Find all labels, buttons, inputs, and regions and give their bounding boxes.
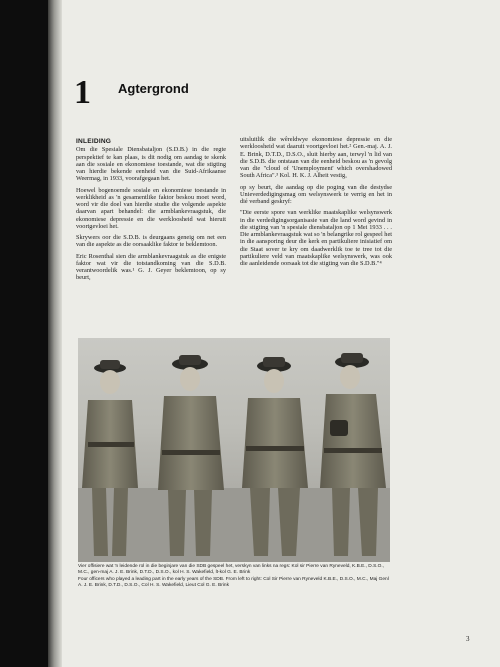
photo-caption bbox=[78, 564, 390, 590]
paragraph: Om die Spesiale Diensbataljon (S.D.B.) in die regte perspektief te kan plaas, is dit nodig om aandag te skenk aan die sosiale en ekonomiese toestande, wat die stigting van hierdie bekende eenheid van die Suid-Afrikaanse Weermag, in 1933, voorafgegaan het. bbox=[76, 146, 226, 183]
page-number: 3 bbox=[466, 635, 470, 643]
right-text-column bbox=[240, 136, 392, 271]
caption-english: Four officers who played a leading part in the early years of the SDB. From left to right: Col Sir Pierre van Ryneveld K.B.E., D.S.O., M.C., Maj Genl A. J. E. Brink, D.T.D., D.S.O., Col H. S. Wakefield, Lieut Col G. E. Brink bbox=[78, 576, 389, 588]
chapter-title: Agtergrond bbox=[118, 81, 189, 96]
section-heading: INLEIDING bbox=[76, 138, 112, 145]
caption-afrikaans: Vier offisiere wat 'n leidende rol in die beginjare van die SDB gespeel het, verskyn van links na regs: Kol sir Pierre van Ryneveld, K.B.E., D.S.O., M.C., gen-maj A. J. E. Brink, D.T.D., D.S.O., kol H. S. Wakefield, lt-kol G. E. Brink bbox=[78, 564, 385, 575]
paragraph: Skrywers oor die S.D.B. is deurgaans geneig om net een van die aspekte as die oorsaaklike faktor te beklemtoon. bbox=[76, 234, 226, 249]
left-text-column bbox=[76, 138, 226, 286]
officers-photo bbox=[78, 338, 390, 562]
officers-photo-illustration bbox=[78, 338, 390, 562]
binoculars bbox=[330, 420, 348, 436]
page-gutter bbox=[48, 0, 62, 667]
chapter-number: 1 bbox=[74, 74, 91, 111]
paragraph: uitsluitlik die wêreldwye ekonomiese depressie en die werkloosheid wat daaruit voortgevloei het.² Gen.-maj. A. J. E. Brink, D.T.D., D.S.O., sluit hierby aan, terwyl 'n lid van die S.D.B. die ontstaan van die eenheid beskou as 'n gevolg van die "cloud of 'Unemployment' which overshadowed South Africa".³ Kol. H. K. J. Alheit vestig, bbox=[240, 136, 392, 180]
quotation: "Die eerste spore van werklike maatskaplike welsynswerk in die verdedigingsorganisasie van die land word gevind in die stigting van 'n spesiale diensbataljon op 1 Mei 1933 . . . Die armblankevraagstuk wat so 'n belangrike rol gespeel het in die aansporing deur die kerk en partikuliere inisiatief om die Staat sover te kry om daadwerklik toe te tree tot die partikuliere veld van maatskaplike welsynswerk, was ook die aanleidende oorsaak tot die stigting van die S.D.B."⁴ bbox=[240, 209, 392, 267]
paragraph: Eric Rosenthal sien die armblankevraagstuk as die enigste faktor wat vir die totstandkoming van die S.D.B. verantwoordelik was.¹ G. J. Geyer beklemtoon, op sy beurt, bbox=[76, 252, 226, 282]
paragraph: op sy beurt, die aandag op die poging van die destydse Unieverdedigingsmag om welsynswerk te verrig en het in dié verband geskryf: bbox=[240, 183, 392, 205]
paragraph: Hoewel bogenoemde sosiale en ekonomiese toestande in werklikheid as 'n gesamentlike faktor beskou moet word, word vir die doel van hierdie studie die volgende aspekte daarvan apart behandel: die armblankevraagstuk, die ekonomiese depressie en die werkloosheid wat hieruit voortgevloei het. bbox=[76, 186, 226, 230]
